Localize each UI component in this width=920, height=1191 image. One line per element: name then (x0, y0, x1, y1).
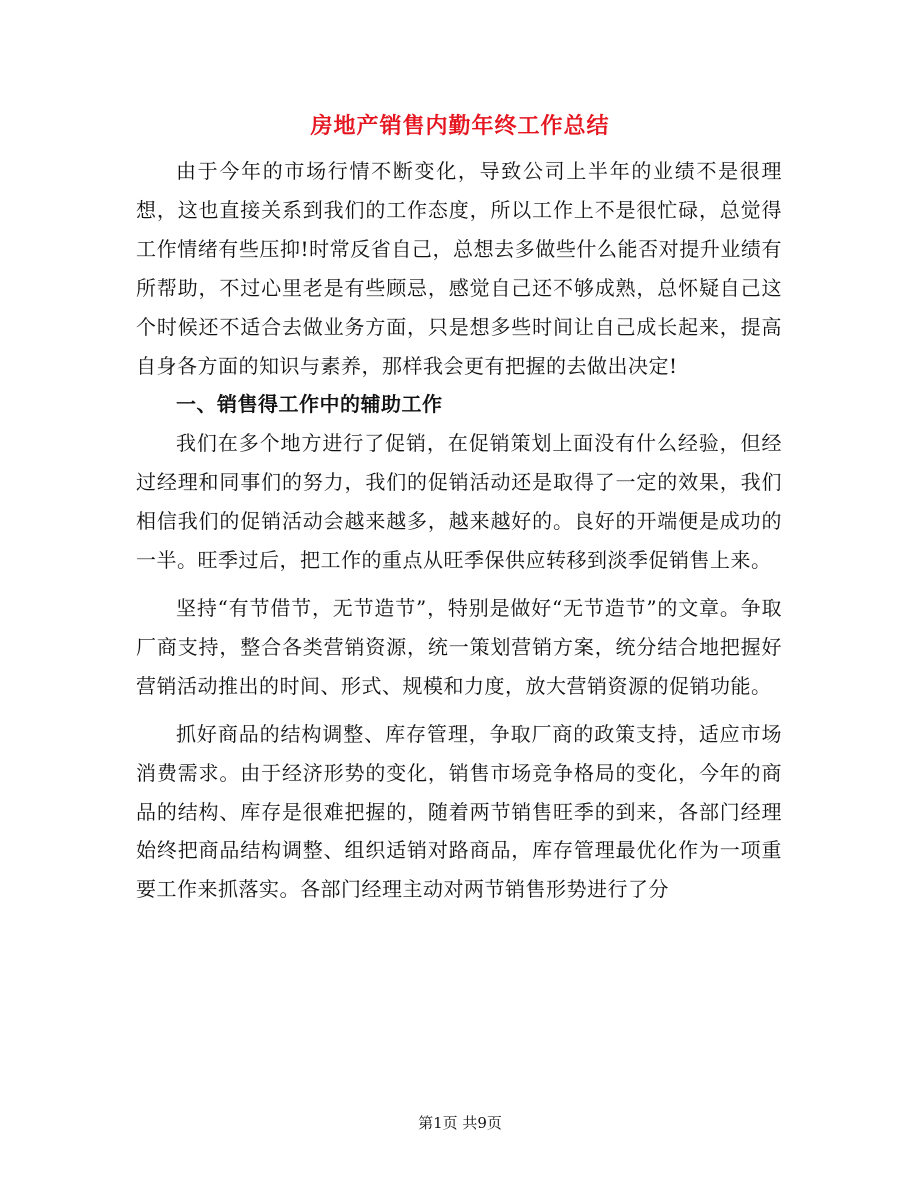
document-body (136, 152, 782, 909)
intro-paragraph: 由于今年的市场行情不断变化，导致公司上半年的业绩不是很理想，这也直接关系到我们的工作态度，所以工作上不是很忙碌，总觉得工作情绪有些压抑!时常反省自己，总想去多做些什么能否对提升业绩有所帮助，不过心里老是有些顾忌，感觉自己还不够成熟，总怀疑自己这个时候还不适合去做业务方面，只是想多些时间让自己成长起来，提高自身各方面的知识与素养，那样我会更有把握的去做出决定! (136, 159, 782, 378)
body-paragraph-3: 抓好商品的结构调整、库存管理，争取厂商的政策支持，适应市场消费需求。由于经济形势的变化，销售市场竞争格局的变化，今年的商品的结构、库存是很难把握的，随着两节销售旺季的到来，各部门经理始终把商品结构调整、组织适销对路商品，库存管理最优化作为一项重要工作来抓落实。各部门经理主动对两节销售形势进行了分 (136, 721, 782, 902)
document-title: 房地产销售内勤年终工作总结 (310, 113, 610, 139)
page-indicator: 第1页 共9页 (418, 1114, 502, 1132)
section-heading: 一、销售得工作中的辅助工作 (176, 392, 443, 417)
body-paragraph-1: 我们在多个地方进行了促销，在促销策划上面没有什么经验，但经过经理和同事们的努力，我们的促销活动还是取得了一定的效果，我们相信我们的促销活动会越来越多，越来越好的。良好的开端便是成功的一半。旺季过后，把工作的重点从旺季保供应转移到淡季促销售上来。 (136, 431, 782, 573)
body-paragraph-2: 坚持“有节借节，无节造节”，特别是做好“无节造节”的文章。争取厂商支持，整合各类营销资源，统一策划营销方案，统分结合地把握好营销活动推出的时间、形式、规模和力度，放大营销资源的促销功能。 (136, 595, 782, 698)
